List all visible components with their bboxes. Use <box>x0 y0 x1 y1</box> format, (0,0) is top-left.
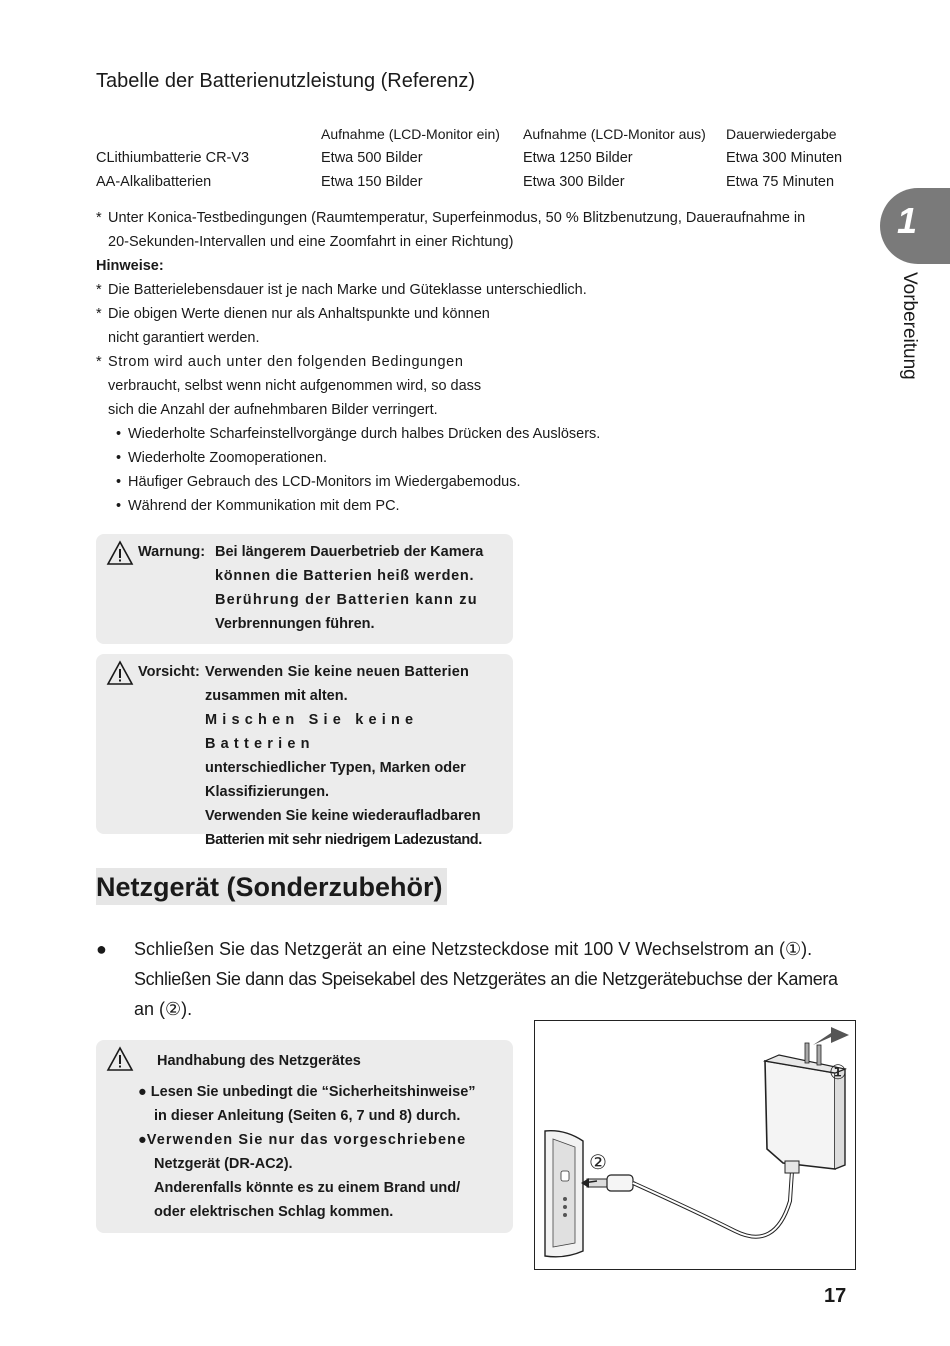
instruction-line: an (②). <box>134 999 193 1019</box>
warning-triangle-icon <box>106 660 134 686</box>
condition-bullet: • Wiederholte Scharfeinstellvorgänge durch halbes Drücken des Auslösers. <box>96 422 866 446</box>
hints-title: Hinweise: <box>96 258 164 274</box>
warning-label: Warnung: <box>138 544 206 560</box>
callout-2: ② <box>589 1150 607 1174</box>
chapter-label: Vorbereitung <box>899 272 920 380</box>
caution-text <box>205 660 505 852</box>
handling-list <box>138 1080 508 1224</box>
table-cell: Etwa 1250 Bilder <box>523 150 633 166</box>
warning-line: Verbrennungen führen. <box>215 616 375 632</box>
ac-adapter-figure <box>534 1020 856 1270</box>
warning-line: Bei längerem Dauerbetrieb der Kamera <box>215 544 484 560</box>
warning-triangle-icon <box>106 1046 134 1072</box>
bullet-icon: ● <box>138 1084 147 1100</box>
bullet-icon: ● <box>138 1132 147 1148</box>
section-title: Netzgerät (Sonderzubehör) <box>96 868 447 905</box>
instruction-line: Schließen Sie dann das Speisekabel des Netzgerätes an die Netzgerätebuchse der Kamera <box>134 969 838 989</box>
condition-bullet: • Während der Kommunikation mit dem PC. <box>96 494 866 518</box>
handling-item-continued: in dieser Anleitung (Seiten 6, 7 und 8) durch. <box>154 1108 461 1124</box>
caution-line: unterschiedlicher Typen, Marken oder <box>205 760 466 776</box>
instruction-line: Schließen Sie das Netzgerät an eine Netzsteckdose mit 100 V Wechselstrom an (①). <box>134 939 813 959</box>
handling-item: ●Verwenden Sie nur das vorgeschriebene <box>138 1132 467 1148</box>
table-cell: Etwa 75 Minuten <box>726 174 835 190</box>
handling-title: Handhabung des Netzgerätes <box>157 1053 361 1069</box>
warning-line: können die Batterien heiß werden. <box>215 568 475 584</box>
handling-item-continued: oder elektrischen Schlag kommen. <box>154 1204 394 1220</box>
caution-line: Verwenden Sie keine wiederaufladbaren <box>205 808 481 824</box>
condition-bullet: • Häufiger Gebrauch des LCD-Monitors im Wiedergabemodus. <box>96 470 866 494</box>
warning-box <box>96 534 513 644</box>
condition-bullet: • Wiederholte Zoomoperationen. <box>96 446 866 470</box>
table-cell: Etwa 500 Bilder <box>321 150 423 166</box>
caution-line: Verwenden Sie keine neuen Batterien <box>205 664 470 680</box>
table-cell: Etwa 300 Minuten <box>726 150 843 166</box>
caution-line: Batterien mit sehr niedrigem Ladezustand. <box>205 832 482 848</box>
table-header: Aufnahme (LCD-Monitor ein) <box>321 126 500 142</box>
table-cell: Etwa 300 Bilder <box>523 174 625 190</box>
handling-item-continued: Anderenfalls könnte es zu einem Brand und/ <box>154 1180 461 1196</box>
table-header: Aufnahme (LCD-Monitor aus) <box>523 126 706 142</box>
table-cell: CLithiumbatterie CR-V3 <box>96 150 250 166</box>
caution-line: zusammen mit alten. <box>205 688 348 704</box>
hint-item: * Die obigen Werte dienen nur als Anhaltspunkte und können <box>96 302 866 326</box>
handling-item: ● Lesen Sie unbedingt die “Sicherheitshinweise” <box>138 1084 476 1100</box>
handling-box <box>96 1040 513 1233</box>
hint-item: * Die Batterielebensdauer ist je nach Marke und Güteklasse unterschiedlich. <box>96 278 866 302</box>
hint-item: * Strom wird auch unter den folgenden Bedingungen <box>96 350 866 374</box>
ac-adapter-illustration <box>535 1021 855 1269</box>
page-number: 17 <box>824 1285 847 1307</box>
caution-line: Mischen Sie keine Batterien <box>205 712 419 752</box>
hint-item-continued: nicht garantiert werden. <box>108 330 260 346</box>
caution-label: Vorsicht: <box>138 664 200 680</box>
notes-block <box>96 206 866 518</box>
callout-1: ① <box>829 1060 847 1084</box>
warning-line: Berührung der Batterien kann zu <box>215 592 478 608</box>
hint-item-continued: sich die Anzahl der aufnehmbaren Bilder verringert. <box>108 402 438 418</box>
footnote-continued: 20-Sekunden-Intervallen und eine Zoomfahrt in einer Richtung) <box>108 234 514 250</box>
bullet-icon: ● <box>96 939 107 959</box>
chapter-number: 1 <box>897 200 918 241</box>
table-title: Tabelle der Batterienutzleistung (Referenz) <box>96 70 476 92</box>
warning-triangle-icon <box>106 540 134 566</box>
caution-line: Klassifizierungen. <box>205 784 330 800</box>
instruction-paragraph <box>96 934 866 1024</box>
handling-item-continued: Netzgerät (DR-AC2). <box>154 1156 293 1172</box>
warning-text <box>215 540 500 636</box>
table-header: Dauerwiedergabe <box>726 126 837 142</box>
hint-item-continued: verbraucht, selbst wenn nicht aufgenommen wird, so dass <box>108 378 482 394</box>
table-cell: Etwa 150 Bilder <box>321 174 423 190</box>
footnote: * Unter Konica-Testbedingungen (Raumtemperatur, Superfeinmodus, 50 % Blitzbenutzung, Daueraufnahme in <box>96 206 866 230</box>
caution-box <box>96 654 513 848</box>
table-cell: AA-Alkalibatterien <box>96 174 212 190</box>
